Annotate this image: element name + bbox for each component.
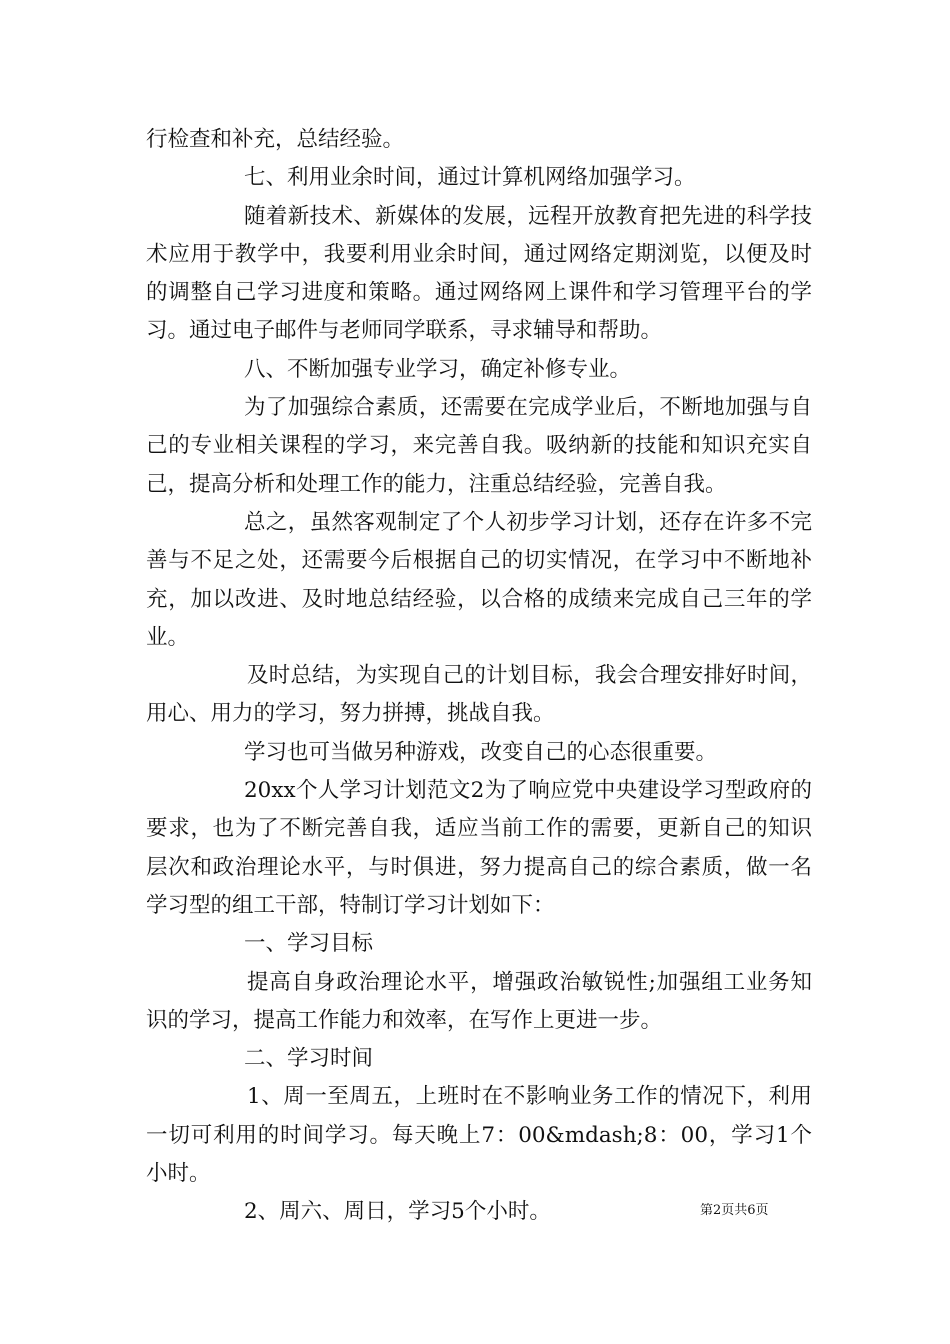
document-body (146, 121, 812, 1232)
paragraph-timely-summary: 及时总结，为实现自己的计划目标，我会合理安排好时间，用心、用力的学习，努力拼搏，挑战自我。 (146, 663, 812, 727)
section-heading-7: 七、利用业余时间，通过计算机网络加强学习。 (244, 165, 696, 191)
section-heading-goal: 一、学习目标 (244, 931, 374, 957)
paragraph-plan-2-intro: 20xx个人学习计划范文2为了响应党中央建设学习型政府的要求，也为了不断完善自我，适应当前工作的需要，更新自己的知识层次和政治理论水平，与时俱进，努力提高自己的综合素质，做一名学习型的组工干部，特制订学习计划如下： (146, 778, 812, 918)
paragraph-goal: 提高自身政治理论水平，增强政治敏锐性;加强组工业务知识的学习，提高工作能力和效率，在写作上更进一步。 (146, 969, 812, 1033)
paragraph-continuation: 行检查和补充，总结经验。 (146, 127, 405, 152)
paragraph-weekend-time: 2、周六、周日，学习5个小时。 (244, 1199, 551, 1225)
section-heading-time: 二、学习时间 (244, 1046, 374, 1072)
page-number-footer: 第2页共6页 (700, 1203, 769, 1218)
paragraph-weekday-time: 1、周一至周五，上班时在不影响业务工作的情况下，利用一切可利用的时间学习。每天晚上7：00&mdash;8：00，学习1个小时。 (146, 1084, 812, 1187)
paragraph-mindset: 学习也可当做另种游戏，改变自己的心态很重要。 (244, 739, 718, 765)
paragraph-professional-learning: 为了加强综合素质，还需要在完成学业后，不断地加强与自己的专业相关课程的学习，来完善自我。吸纳新的技能和知识充实自己，提高分析和处理工作的能力，注重总结经验，完善自我。 (146, 395, 812, 497)
section-heading-8: 八、不断加强专业学习，确定补修专业。 (244, 356, 632, 382)
paragraph-summary: 总之，虽然客观制定了个人初步学习计划，还存在许多不完善与不足之处，还需要今后根据自己的切实情况，在学习中不断地补充，加以改进、及时地总结经验，以合格的成绩来完成自己三年的学业。 (146, 509, 812, 650)
paragraph-network-learning: 随着新技术、新媒体的发展，远程开放教育把先进的科学技术应用于教学中，我要利用业余时间，通过网络定期浏览，以便及时的调整自己学习进度和策略。通过网络网上课件和学习管理平台的学习。通过电子邮件与老师同学联系，寻求辅导和帮助。 (146, 203, 812, 344)
